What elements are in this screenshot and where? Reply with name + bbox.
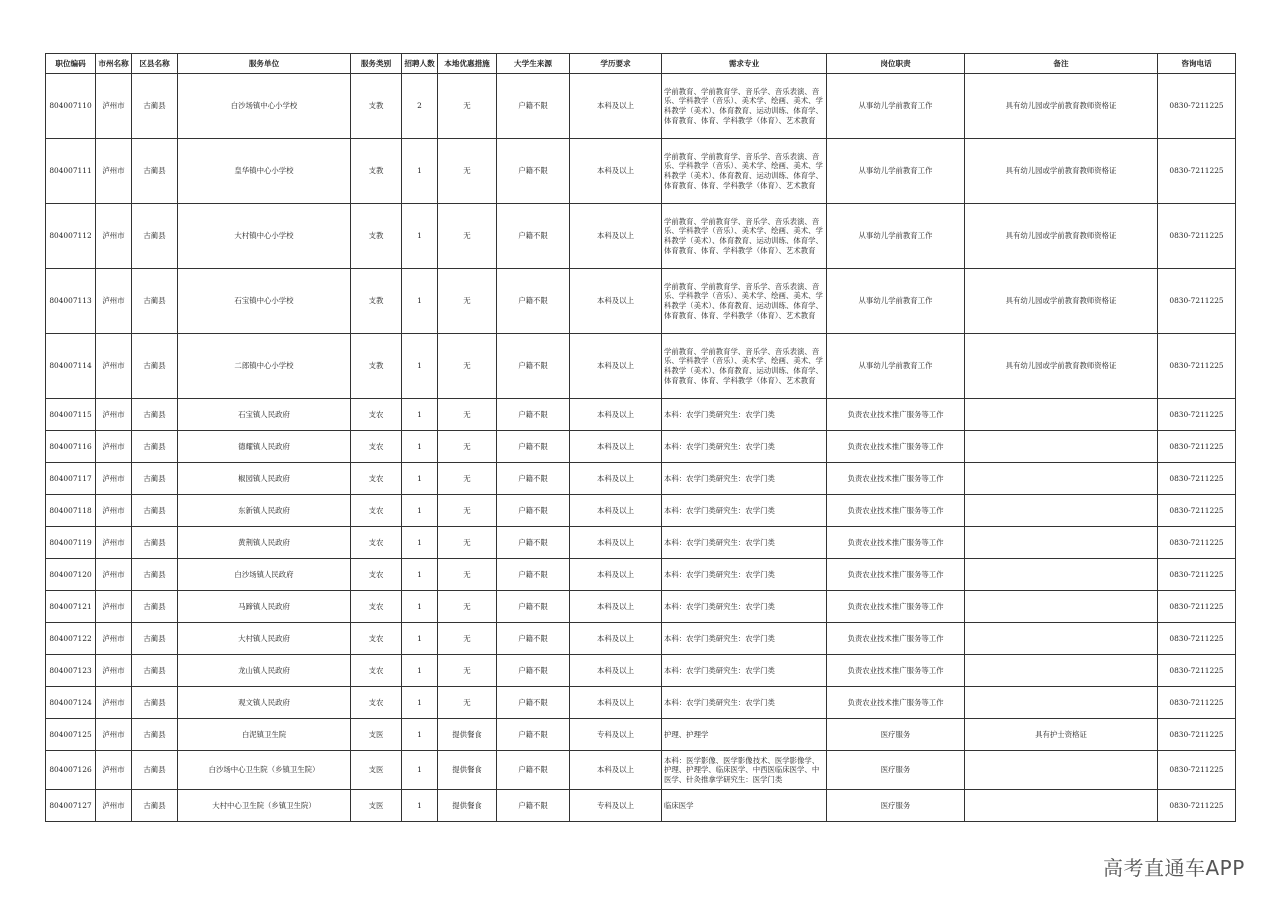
headcount-cell: 1 <box>402 399 438 431</box>
table-row <box>46 463 1236 495</box>
phone-cell: 0830-7211225 <box>1158 463 1236 495</box>
education-cell: 本科及以上 <box>570 655 662 687</box>
local-benefit-cell: 无 <box>438 559 497 591</box>
duty-cell: 从事幼儿学前教育工作 <box>827 334 965 399</box>
headcount-cell: 1 <box>402 495 438 527</box>
student-source-cell: 户籍不限 <box>497 559 570 591</box>
service-unit-cell: 龙山镇人民政府 <box>178 655 351 687</box>
duty-cell: 负责农业技术推广服务等工作 <box>827 431 965 463</box>
county-cell: 古蔺县 <box>132 751 178 790</box>
county-cell: 古蔺县 <box>132 463 178 495</box>
position-code-cell: 804007127 <box>46 790 96 822</box>
watermark: 高考直通车APP <box>1103 856 1245 880</box>
phone-cell: 0830-7211225 <box>1158 591 1236 623</box>
headcount-cell: 1 <box>402 527 438 559</box>
duty-cell: 负责农业技术推广服务等工作 <box>827 463 965 495</box>
column-header: 学历要求 <box>570 54 662 74</box>
major-cell: 学前教育、学前教育学、音乐学、音乐表演、音乐、学科教学（音乐）、美术学、绘画、美术、学科教学（美术）、体育教育、运动训练、体育学、体育教育、体育、学科教学（体育）、艺术教育 <box>662 204 827 269</box>
note-cell: 具有幼儿园或学前教育教师资格证 <box>965 334 1158 399</box>
table-body <box>46 74 1236 822</box>
column-header: 岗位职责 <box>827 54 965 74</box>
service-category-cell: 支教 <box>351 269 402 334</box>
education-cell: 本科及以上 <box>570 495 662 527</box>
local-benefit-cell: 无 <box>438 334 497 399</box>
column-header: 备注 <box>965 54 1158 74</box>
city-cell: 泸州市 <box>96 139 132 204</box>
headcount-cell: 1 <box>402 204 438 269</box>
table-row <box>46 790 1236 822</box>
phone-cell: 0830-7211225 <box>1158 431 1236 463</box>
service-category-cell: 支农 <box>351 687 402 719</box>
position-code-cell: 804007117 <box>46 463 96 495</box>
table-row <box>46 334 1236 399</box>
table-row <box>46 655 1236 687</box>
student-source-cell: 户籍不限 <box>497 527 570 559</box>
service-unit-cell: 大村中心卫生院（乡镇卫生院） <box>178 790 351 822</box>
service-unit-cell: 皇华镇中心小学校 <box>178 139 351 204</box>
county-cell: 古蔺县 <box>132 431 178 463</box>
table-row <box>46 495 1236 527</box>
education-cell: 本科及以上 <box>570 463 662 495</box>
education-cell: 本科及以上 <box>570 559 662 591</box>
table-row <box>46 431 1236 463</box>
headcount-cell: 1 <box>402 687 438 719</box>
table-row <box>46 559 1236 591</box>
duty-cell: 负责农业技术推广服务等工作 <box>827 559 965 591</box>
student-source-cell: 户籍不限 <box>497 463 570 495</box>
duty-cell: 医疗服务 <box>827 719 965 751</box>
major-cell: 本科：农学门类研究生：农学门类 <box>662 623 827 655</box>
major-cell: 学前教育、学前教育学、音乐学、音乐表演、音乐、学科教学（音乐）、美术学、绘画、美术、学科教学（美术）、体育教育、运动训练、体育学、体育教育、体育、学科教学（体育）、艺术教育 <box>662 269 827 334</box>
local-benefit-cell: 无 <box>438 269 497 334</box>
local-benefit-cell: 无 <box>438 623 497 655</box>
city-cell: 泸州市 <box>96 527 132 559</box>
duty-cell: 从事幼儿学前教育工作 <box>827 269 965 334</box>
phone-cell: 0830-7211225 <box>1158 687 1236 719</box>
service-category-cell: 支农 <box>351 463 402 495</box>
county-cell: 古蔺县 <box>132 399 178 431</box>
headcount-cell: 1 <box>402 790 438 822</box>
student-source-cell: 户籍不限 <box>497 751 570 790</box>
note-cell <box>965 399 1158 431</box>
county-cell: 古蔺县 <box>132 687 178 719</box>
service-category-cell: 支农 <box>351 591 402 623</box>
student-source-cell: 户籍不限 <box>497 495 570 527</box>
headcount-cell: 1 <box>402 269 438 334</box>
note-cell <box>965 559 1158 591</box>
duty-cell: 负责农业技术推广服务等工作 <box>827 591 965 623</box>
city-cell: 泸州市 <box>96 623 132 655</box>
column-header: 招聘人数 <box>402 54 438 74</box>
table-row <box>46 74 1236 139</box>
service-category-cell: 支教 <box>351 139 402 204</box>
service-unit-cell: 大村镇人民政府 <box>178 623 351 655</box>
note-cell <box>965 687 1158 719</box>
city-cell: 泸州市 <box>96 463 132 495</box>
county-cell: 古蔺县 <box>132 269 178 334</box>
position-code-cell: 804007116 <box>46 431 96 463</box>
service-category-cell: 支医 <box>351 790 402 822</box>
duty-cell: 负责农业技术推广服务等工作 <box>827 527 965 559</box>
phone-cell: 0830-7211225 <box>1158 204 1236 269</box>
headcount-cell: 1 <box>402 655 438 687</box>
service-category-cell: 支医 <box>351 719 402 751</box>
city-cell: 泸州市 <box>96 559 132 591</box>
duty-cell: 负责农业技术推广服务等工作 <box>827 623 965 655</box>
note-cell: 具有幼儿园或学前教育教师资格证 <box>965 269 1158 334</box>
major-cell: 学前教育、学前教育学、音乐学、音乐表演、音乐、学科教学（音乐）、美术学、绘画、美术、学科教学（美术）、体育教育、运动训练、体育学、体育教育、体育、学科教学（体育）、艺术教育 <box>662 139 827 204</box>
column-header: 服务类别 <box>351 54 402 74</box>
service-unit-cell: 德耀镇人民政府 <box>178 431 351 463</box>
education-cell: 本科及以上 <box>570 687 662 719</box>
major-cell: 本科：农学门类研究生：农学门类 <box>662 559 827 591</box>
city-cell: 泸州市 <box>96 790 132 822</box>
duty-cell: 负责农业技术推广服务等工作 <box>827 399 965 431</box>
education-cell: 本科及以上 <box>570 399 662 431</box>
position-code-cell: 804007125 <box>46 719 96 751</box>
student-source-cell: 户籍不限 <box>497 431 570 463</box>
duty-cell: 医疗服务 <box>827 751 965 790</box>
student-source-cell: 户籍不限 <box>497 591 570 623</box>
local-benefit-cell: 提供餐食 <box>438 719 497 751</box>
county-cell: 古蔺县 <box>132 623 178 655</box>
table-row <box>46 269 1236 334</box>
county-cell: 古蔺县 <box>132 790 178 822</box>
service-category-cell: 支农 <box>351 399 402 431</box>
headcount-cell: 1 <box>402 139 438 204</box>
note-cell <box>965 751 1158 790</box>
major-cell: 本科：农学门类研究生：农学门类 <box>662 655 827 687</box>
column-header: 区县名称 <box>132 54 178 74</box>
local-benefit-cell: 无 <box>438 591 497 623</box>
phone-cell: 0830-7211225 <box>1158 334 1236 399</box>
student-source-cell: 户籍不限 <box>497 399 570 431</box>
service-unit-cell: 大村镇中心小学校 <box>178 204 351 269</box>
position-code-cell: 804007115 <box>46 399 96 431</box>
duty-cell: 从事幼儿学前教育工作 <box>827 139 965 204</box>
phone-cell: 0830-7211225 <box>1158 74 1236 139</box>
service-unit-cell: 观文镇人民政府 <box>178 687 351 719</box>
position-code-cell: 804007126 <box>46 751 96 790</box>
service-unit-cell: 二郎镇中心小学校 <box>178 334 351 399</box>
city-cell: 泸州市 <box>96 399 132 431</box>
position-code-cell: 804007118 <box>46 495 96 527</box>
headcount-cell: 1 <box>402 591 438 623</box>
student-source-cell: 户籍不限 <box>497 139 570 204</box>
duty-cell: 从事幼儿学前教育工作 <box>827 74 965 139</box>
city-cell: 泸州市 <box>96 591 132 623</box>
table-row <box>46 139 1236 204</box>
city-cell: 泸州市 <box>96 269 132 334</box>
position-code-cell: 804007111 <box>46 139 96 204</box>
city-cell: 泸州市 <box>96 751 132 790</box>
local-benefit-cell: 无 <box>438 431 497 463</box>
duty-cell: 负责农业技术推广服务等工作 <box>827 495 965 527</box>
phone-cell: 0830-7211225 <box>1158 751 1236 790</box>
service-category-cell: 支农 <box>351 495 402 527</box>
position-code-cell: 804007123 <box>46 655 96 687</box>
position-code-cell: 804007124 <box>46 687 96 719</box>
headcount-cell: 2 <box>402 74 438 139</box>
major-cell: 本科：农学门类研究生：农学门类 <box>662 687 827 719</box>
note-cell <box>965 655 1158 687</box>
headcount-cell: 1 <box>402 431 438 463</box>
county-cell: 古蔺县 <box>132 334 178 399</box>
column-header: 大学生来源 <box>497 54 570 74</box>
major-cell: 临床医学 <box>662 790 827 822</box>
phone-cell: 0830-7211225 <box>1158 399 1236 431</box>
position-code-cell: 804007120 <box>46 559 96 591</box>
note-cell <box>965 431 1158 463</box>
duty-cell: 医疗服务 <box>827 790 965 822</box>
recruitment-table <box>45 53 1236 822</box>
local-benefit-cell: 无 <box>438 495 497 527</box>
note-cell: 具有护士资格证 <box>965 719 1158 751</box>
table-row <box>46 591 1236 623</box>
education-cell: 本科及以上 <box>570 623 662 655</box>
service-unit-cell: 石宝镇中心小学校 <box>178 269 351 334</box>
local-benefit-cell: 无 <box>438 74 497 139</box>
city-cell: 泸州市 <box>96 719 132 751</box>
student-source-cell: 户籍不限 <box>497 655 570 687</box>
education-cell: 本科及以上 <box>570 74 662 139</box>
phone-cell: 0830-7211225 <box>1158 623 1236 655</box>
county-cell: 古蔺县 <box>132 204 178 269</box>
column-header: 服务单位 <box>178 54 351 74</box>
table-row <box>46 687 1236 719</box>
table-header-row <box>46 54 1236 74</box>
headcount-cell: 1 <box>402 559 438 591</box>
service-category-cell: 支农 <box>351 623 402 655</box>
note-cell <box>965 527 1158 559</box>
student-source-cell: 户籍不限 <box>497 204 570 269</box>
headcount-cell: 1 <box>402 751 438 790</box>
major-cell: 护理、护理学 <box>662 719 827 751</box>
major-cell: 本科：医学影像、医学影像技术、医学影像学、护理、护理学、临床医学、中西医临床医学、中医学、针灸推拿学研究生：医学门类 <box>662 751 827 790</box>
service-category-cell: 支农 <box>351 655 402 687</box>
phone-cell: 0830-7211225 <box>1158 719 1236 751</box>
service-category-cell: 支教 <box>351 74 402 139</box>
city-cell: 泸州市 <box>96 334 132 399</box>
education-cell: 本科及以上 <box>570 591 662 623</box>
service-category-cell: 支教 <box>351 204 402 269</box>
note-cell <box>965 591 1158 623</box>
position-code-cell: 804007121 <box>46 591 96 623</box>
local-benefit-cell: 提供餐食 <box>438 790 497 822</box>
student-source-cell: 户籍不限 <box>497 334 570 399</box>
service-unit-cell: 椒园镇人民政府 <box>178 463 351 495</box>
phone-cell: 0830-7211225 <box>1158 139 1236 204</box>
position-code-cell: 804007122 <box>46 623 96 655</box>
table-row <box>46 204 1236 269</box>
student-source-cell: 户籍不限 <box>497 269 570 334</box>
major-cell: 本科：农学门类研究生：农学门类 <box>662 431 827 463</box>
note-cell <box>965 463 1158 495</box>
position-code-cell: 804007110 <box>46 74 96 139</box>
phone-cell: 0830-7211225 <box>1158 495 1236 527</box>
column-header: 需求专业 <box>662 54 827 74</box>
major-cell: 本科：农学门类研究生：农学门类 <box>662 399 827 431</box>
county-cell: 古蔺县 <box>132 74 178 139</box>
service-unit-cell: 黄荆镇人民政府 <box>178 527 351 559</box>
position-code-cell: 804007114 <box>46 334 96 399</box>
major-cell: 本科：农学门类研究生：农学门类 <box>662 495 827 527</box>
student-source-cell: 户籍不限 <box>497 623 570 655</box>
student-source-cell: 户籍不限 <box>497 74 570 139</box>
local-benefit-cell: 无 <box>438 463 497 495</box>
note-cell <box>965 495 1158 527</box>
county-cell: 古蔺县 <box>132 559 178 591</box>
note-cell: 具有幼儿园或学前教育教师资格证 <box>965 139 1158 204</box>
phone-cell: 0830-7211225 <box>1158 655 1236 687</box>
duty-cell: 负责农业技术推广服务等工作 <box>827 687 965 719</box>
county-cell: 古蔺县 <box>132 655 178 687</box>
phone-cell: 0830-7211225 <box>1158 790 1236 822</box>
local-benefit-cell: 无 <box>438 204 497 269</box>
position-code-cell: 804007119 <box>46 527 96 559</box>
table-row <box>46 399 1236 431</box>
column-header: 职位编码 <box>46 54 96 74</box>
duty-cell: 从事幼儿学前教育工作 <box>827 204 965 269</box>
table-row <box>46 623 1236 655</box>
service-category-cell: 支农 <box>351 559 402 591</box>
education-cell: 本科及以上 <box>570 431 662 463</box>
phone-cell: 0830-7211225 <box>1158 269 1236 334</box>
education-cell: 本科及以上 <box>570 751 662 790</box>
student-source-cell: 户籍不限 <box>497 719 570 751</box>
note-cell: 具有幼儿园或学前教育教师资格证 <box>965 204 1158 269</box>
headcount-cell: 1 <box>402 334 438 399</box>
county-cell: 古蔺县 <box>132 139 178 204</box>
table-row <box>46 719 1236 751</box>
service-unit-cell: 白沙场中心卫生院（乡镇卫生院） <box>178 751 351 790</box>
county-cell: 古蔺县 <box>132 495 178 527</box>
service-unit-cell: 白泥镇卫生院 <box>178 719 351 751</box>
service-unit-cell: 马蹄镇人民政府 <box>178 591 351 623</box>
student-source-cell: 户籍不限 <box>497 687 570 719</box>
phone-cell: 0830-7211225 <box>1158 527 1236 559</box>
service-category-cell: 支农 <box>351 431 402 463</box>
local-benefit-cell: 无 <box>438 527 497 559</box>
headcount-cell: 1 <box>402 463 438 495</box>
note-cell: 具有幼儿园或学前教育教师资格证 <box>965 74 1158 139</box>
note-cell <box>965 623 1158 655</box>
local-benefit-cell: 无 <box>438 655 497 687</box>
table-row <box>46 751 1236 790</box>
county-cell: 古蔺县 <box>132 591 178 623</box>
local-benefit-cell: 无 <box>438 399 497 431</box>
county-cell: 古蔺县 <box>132 527 178 559</box>
education-cell: 本科及以上 <box>570 269 662 334</box>
city-cell: 泸州市 <box>96 687 132 719</box>
city-cell: 泸州市 <box>96 495 132 527</box>
education-cell: 专科及以上 <box>570 719 662 751</box>
local-benefit-cell: 无 <box>438 687 497 719</box>
note-cell <box>965 790 1158 822</box>
column-header: 本地优惠措施 <box>438 54 497 74</box>
phone-cell: 0830-7211225 <box>1158 559 1236 591</box>
local-benefit-cell: 无 <box>438 139 497 204</box>
position-code-cell: 804007113 <box>46 269 96 334</box>
service-unit-cell: 白沙场镇中心小学校 <box>178 74 351 139</box>
student-source-cell: 户籍不限 <box>497 790 570 822</box>
headcount-cell: 1 <box>402 623 438 655</box>
major-cell: 学前教育、学前教育学、音乐学、音乐表演、音乐、学科教学（音乐）、美术学、绘画、美术、学科教学（美术）、体育教育、运动训练、体育学、体育教育、体育、学科教学（体育）、艺术教育 <box>662 74 827 139</box>
column-header: 市州名称 <box>96 54 132 74</box>
service-unit-cell: 石宝镇人民政府 <box>178 399 351 431</box>
service-category-cell: 支教 <box>351 334 402 399</box>
city-cell: 泸州市 <box>96 431 132 463</box>
city-cell: 泸州市 <box>96 74 132 139</box>
service-unit-cell: 东新镇人民政府 <box>178 495 351 527</box>
service-category-cell: 支农 <box>351 527 402 559</box>
city-cell: 泸州市 <box>96 204 132 269</box>
major-cell: 学前教育、学前教育学、音乐学、音乐表演、音乐、学科教学（音乐）、美术学、绘画、美术、学科教学（美术）、体育教育、运动训练、体育学、体育教育、体育、学科教学（体育）、艺术教育 <box>662 334 827 399</box>
county-cell: 古蔺县 <box>132 719 178 751</box>
recruitment-table-page <box>45 53 1235 822</box>
position-code-cell: 804007112 <box>46 204 96 269</box>
major-cell: 本科：农学门类研究生：农学门类 <box>662 527 827 559</box>
major-cell: 本科：农学门类研究生：农学门类 <box>662 591 827 623</box>
education-cell: 本科及以上 <box>570 139 662 204</box>
education-cell: 本科及以上 <box>570 334 662 399</box>
local-benefit-cell: 提供餐食 <box>438 751 497 790</box>
education-cell: 本科及以上 <box>570 204 662 269</box>
service-unit-cell: 白沙场镇人民政府 <box>178 559 351 591</box>
major-cell: 本科：农学门类研究生：农学门类 <box>662 463 827 495</box>
city-cell: 泸州市 <box>96 655 132 687</box>
education-cell: 专科及以上 <box>570 790 662 822</box>
service-category-cell: 支医 <box>351 751 402 790</box>
table-row <box>46 527 1236 559</box>
education-cell: 本科及以上 <box>570 527 662 559</box>
headcount-cell: 1 <box>402 719 438 751</box>
duty-cell: 负责农业技术推广服务等工作 <box>827 655 965 687</box>
column-header: 咨询电话 <box>1158 54 1236 74</box>
